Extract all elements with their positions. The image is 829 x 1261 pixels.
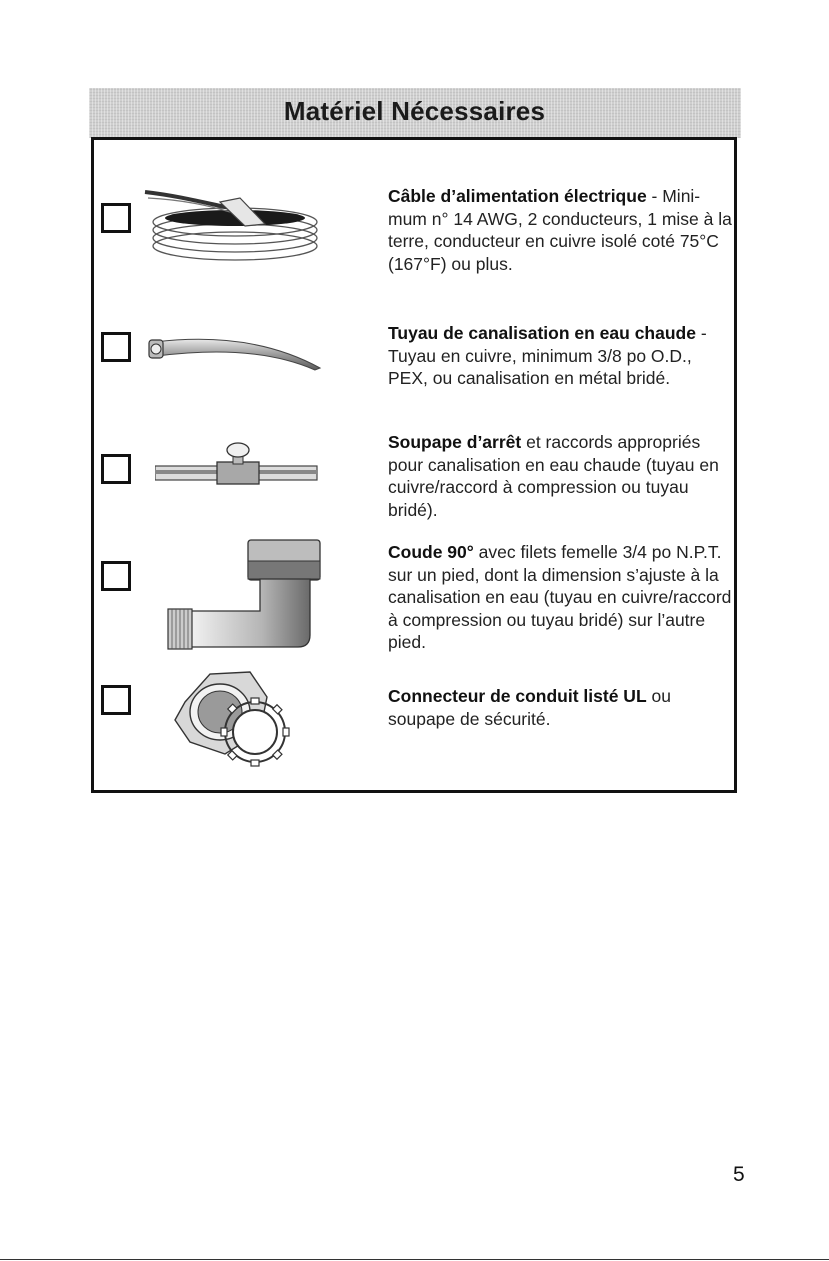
item-water-line-title: Tuyau de canalisation en eau chaude bbox=[388, 323, 696, 343]
shutoff-valve-icon bbox=[155, 440, 320, 495]
item-elbow-title: Coude 90° bbox=[388, 542, 474, 562]
item-cable-title: Câble d’alimentation électrique bbox=[388, 186, 647, 206]
page-number: 5 bbox=[733, 1163, 745, 1186]
page-title: Matériel Nécessaires bbox=[283, 96, 546, 126]
bottom-rule bbox=[0, 1259, 829, 1260]
checkbox-cable[interactable] bbox=[101, 203, 131, 233]
checkbox-water-line[interactable] bbox=[101, 332, 131, 362]
item-cable-text: - Mini-mum n° 14 AWG, 2 conducteurs, 1 mise à la terre, conducteur en cuivre isolé coté 75°C (167°F) ou plus. bbox=[388, 186, 732, 274]
elbow-fitting-icon bbox=[160, 535, 330, 655]
item-water-line-text: - Tuyau en cuivre, minimum 3/8 po O.D., PEX, ou canalisation en métal bridé. bbox=[388, 323, 707, 388]
item-shutoff-valve-text: et raccords appropriés pour canalisation en eau chaude (tuyau en cuivre/raccord à compression ou tuyau bridé). bbox=[388, 432, 719, 520]
checkbox-conduit-connector[interactable] bbox=[101, 685, 131, 715]
checkbox-elbow[interactable] bbox=[101, 561, 131, 591]
flexible-water-line-icon bbox=[145, 330, 325, 375]
item-water-line-description bbox=[388, 322, 733, 390]
item-conduit-connector-text: ou soupape de sécurité. bbox=[388, 686, 671, 729]
item-conduit-connector-title: Connecteur de conduit listé UL bbox=[388, 686, 647, 706]
item-cable-description bbox=[388, 185, 733, 275]
coiled-cable-icon bbox=[140, 180, 325, 275]
conduit-connector-icon bbox=[165, 662, 300, 772]
item-shutoff-valve-title: Soupape d’arrêt bbox=[388, 432, 522, 452]
item-elbow-text: avec filets femelle 3/4 po N.P.T. sur un pied, dont la dimension s’ajuste à la canalisation en eau (tuyau en cuivre/raccord à compression ou tuyau bridé) sur l’autre pied. bbox=[388, 542, 732, 652]
checkbox-shutoff-valve[interactable] bbox=[101, 454, 131, 484]
item-elbow-description bbox=[388, 541, 733, 654]
item-conduit-connector-description bbox=[388, 685, 733, 730]
item-shutoff-valve-description bbox=[388, 431, 733, 521]
